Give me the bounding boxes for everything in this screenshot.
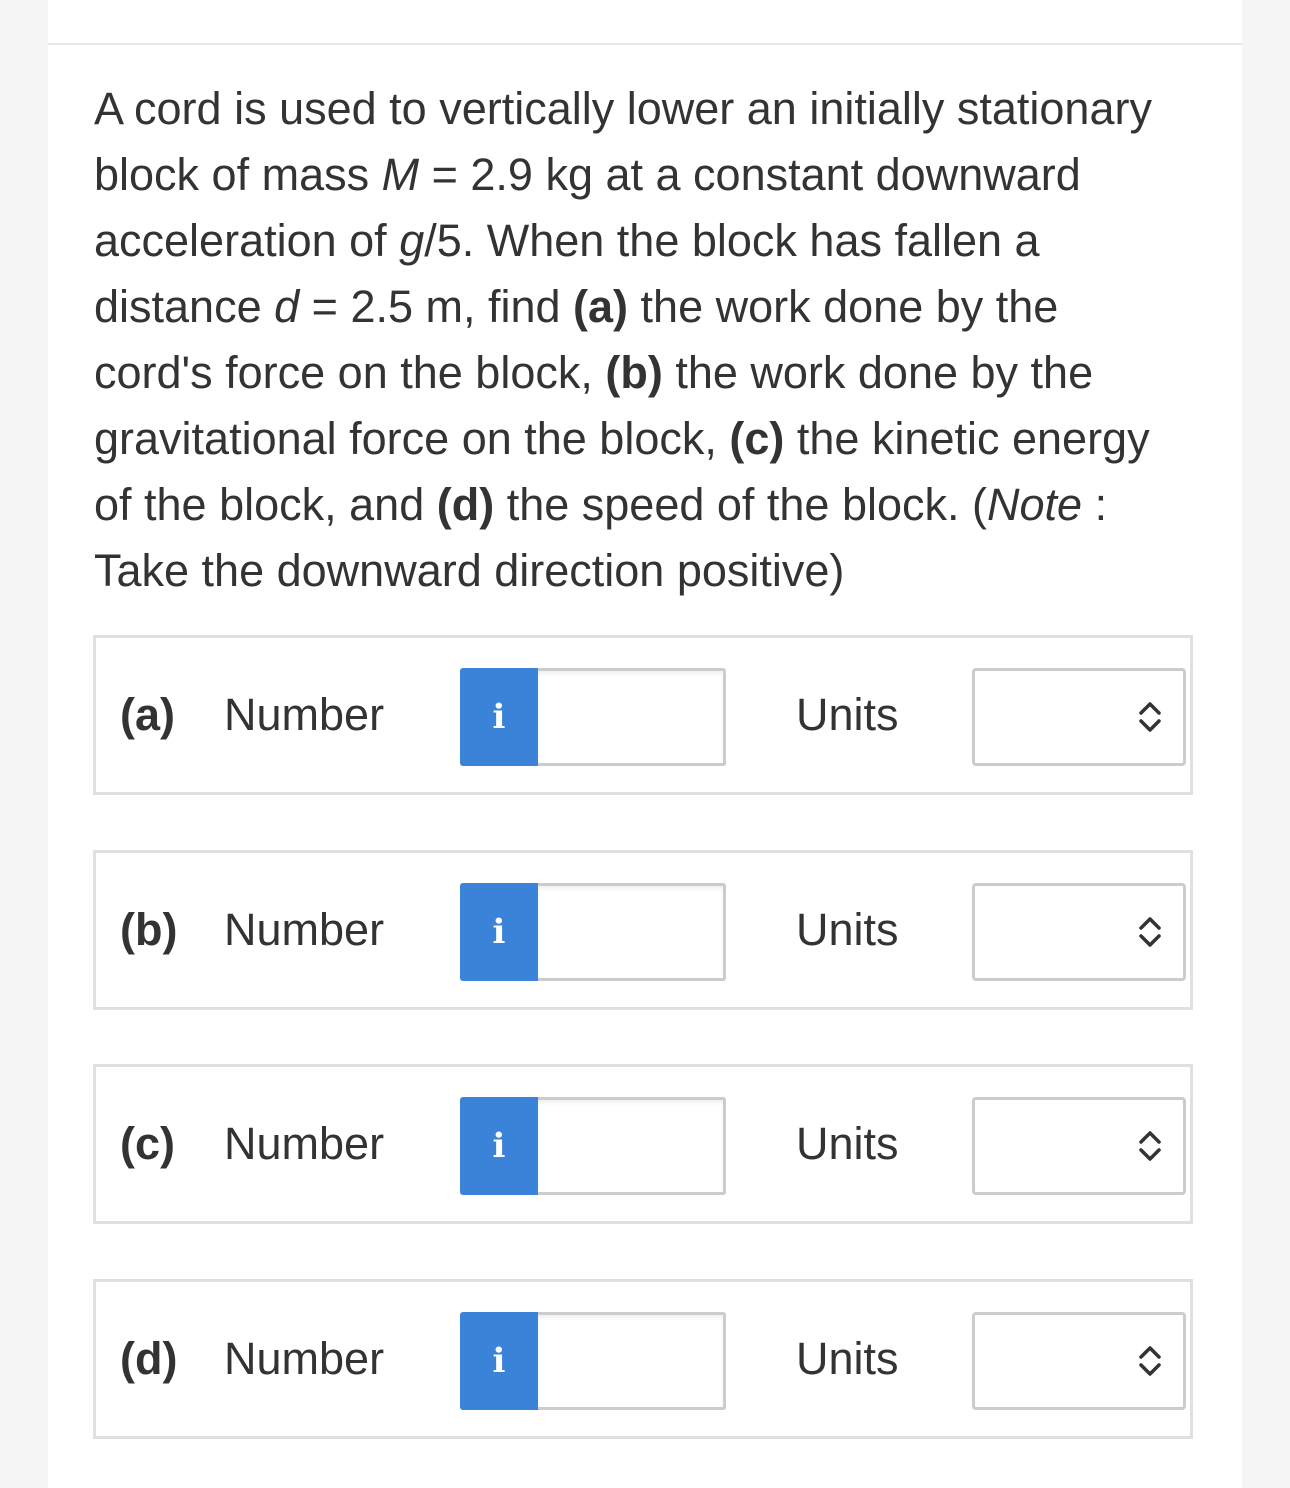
question-segment: M [381, 149, 420, 200]
info-icon[interactable]: i [460, 1312, 538, 1410]
units-label: Units [796, 904, 899, 955]
units-select-b[interactable] [972, 883, 1186, 981]
units-label: Units [796, 1333, 899, 1384]
question-segment: (a) [573, 281, 629, 332]
question-segment: d [274, 281, 300, 332]
question-segment: /5. When the block has fallen a distance [94, 215, 1040, 332]
info-icon[interactable]: i [460, 668, 538, 766]
question-segment: = 2.9 kg at a constant downward acceleration of [94, 149, 1081, 266]
question-segment: the work done by the gravitational force on the block, [94, 347, 1094, 464]
number-label: Number [224, 689, 385, 740]
answer-row-b [93, 850, 1193, 1010]
units-label: Units [796, 1118, 899, 1169]
part-label: (b) [120, 904, 178, 955]
question-segment: = 2.5 m, find [299, 281, 574, 332]
select-arrows-icon [1137, 1129, 1163, 1163]
question-segment: Note [987, 479, 1083, 530]
question-segment: (b) [605, 347, 663, 398]
number-label: Number [224, 1333, 385, 1384]
question-segment: the speed of the block. ( [494, 479, 988, 530]
number-label: Number [224, 904, 385, 955]
question-segment: (c) [729, 413, 785, 464]
number-label: Number [224, 1118, 385, 1169]
answer-row-a [93, 635, 1193, 795]
info-icon[interactable]: i [460, 883, 538, 981]
number-input-a[interactable] [538, 668, 726, 766]
question-segment: g [399, 215, 425, 266]
question-text [94, 76, 1184, 604]
number-input-d[interactable] [538, 1312, 726, 1410]
units-label: Units [796, 689, 899, 740]
question-segment: the work done by the cord's force on the block, [94, 281, 1059, 398]
units-select-d[interactable] [972, 1312, 1186, 1410]
part-label: (d) [120, 1333, 178, 1384]
number-input-c[interactable] [538, 1097, 726, 1195]
info-icon[interactable]: i [460, 1097, 538, 1195]
select-arrows-icon [1137, 1344, 1163, 1378]
select-arrows-icon [1137, 915, 1163, 949]
top-divider [48, 43, 1242, 45]
number-input-b[interactable] [538, 883, 726, 981]
units-select-c[interactable] [972, 1097, 1186, 1195]
question-page [48, 0, 1242, 1488]
question-segment: the kinetic energy of the block, and [94, 413, 1150, 530]
part-label: (a) [120, 689, 175, 740]
question-segment: : Take the downward direction positive) [94, 479, 1108, 596]
question-segment: A cord is used to vertically lower an initially stationary block of mass [94, 83, 1152, 200]
units-select-a[interactable] [972, 668, 1186, 766]
question-segment: (d) [436, 479, 495, 530]
answer-row-d [93, 1279, 1193, 1439]
part-label: (c) [120, 1118, 175, 1169]
select-arrows-icon [1137, 700, 1163, 734]
answer-row-c [93, 1064, 1193, 1224]
